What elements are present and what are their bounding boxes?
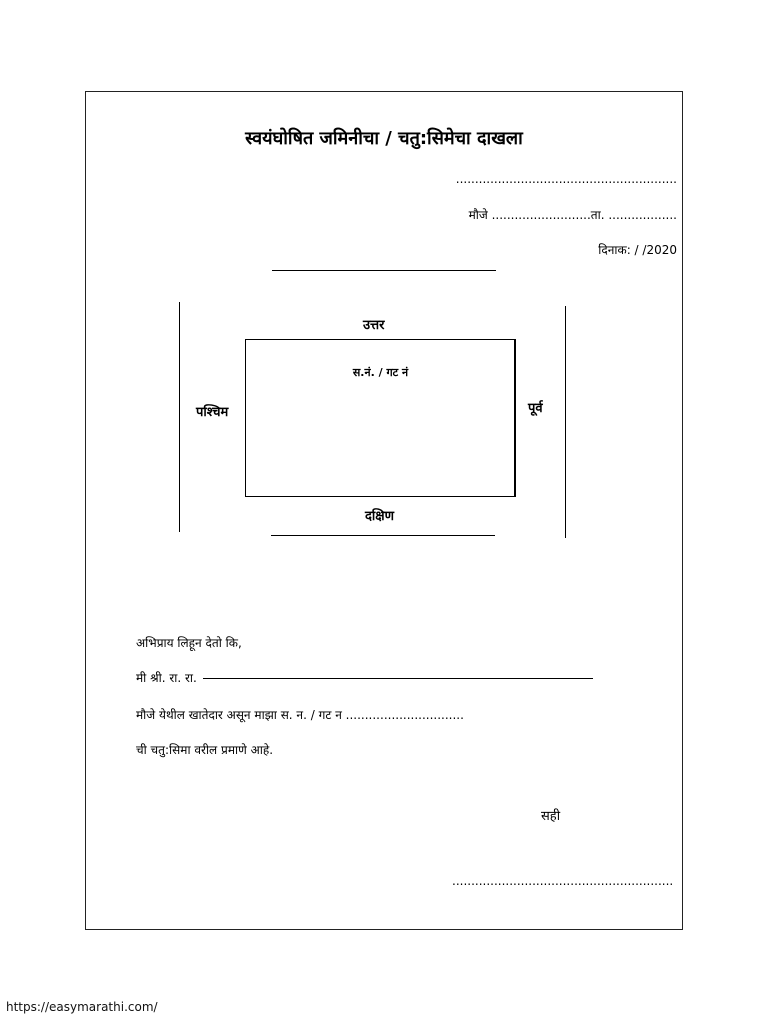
east-label: पूर्व [528,401,543,416]
signature-line: .......................................................... [452,874,674,888]
name-line [136,669,593,686]
signature-label: सही [541,809,561,824]
date-line: दिनाक: / /2020 [598,243,677,257]
west-label: पश्चिम [196,405,229,420]
boundary-statement: ची चतु:सिमा वरील प्रमाणे आहे. [136,743,274,757]
plot-box [245,339,516,497]
top-rule [272,270,496,271]
east-boundary-line [565,306,566,538]
name-prefix: मी श्री. रा. रा. [136,671,197,685]
south-label: दक्षिण [365,509,394,524]
bottom-rule [271,535,495,536]
north-label: उत्तर [363,318,385,333]
blank-line: .......................................................... [455,172,677,186]
west-boundary-line [179,302,180,532]
footer-url: https://easymarathi.com/ [6,1000,158,1014]
opinion-line: अभिप्राय लिहून देतो कि, [136,636,242,650]
name-rule [203,678,593,679]
holder-line: मौजे येथील खातेदार असून माझा स. न. / गट न ............................... [136,708,464,722]
form-title: स्वयंघोषित जमिनीचा / चतु:सिमेचा दाखला [245,128,523,149]
plot-number-label: स.नं. / गट नं [352,366,409,379]
village-taluka-line: मौजे ..........................ता. .................. [468,208,677,222]
